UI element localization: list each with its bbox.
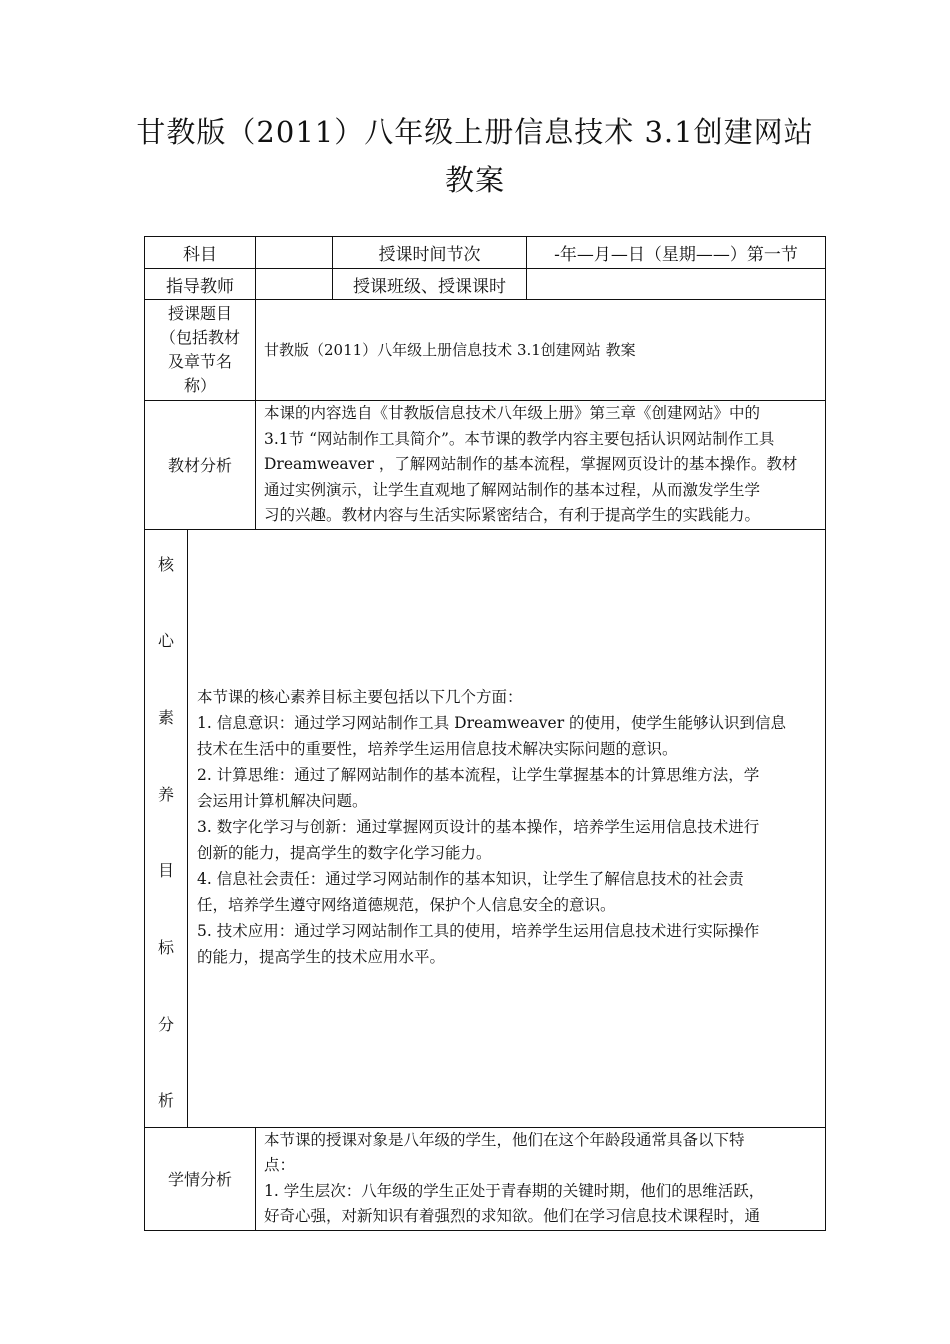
students-line: 本节课的授课对象是八年级的学生，他们在这个年龄段通常具备以下特	[264, 1130, 745, 1149]
core-line: 技术在生活中的重要性，培养学生运用信息技术解决实际问题的意识。	[197, 739, 678, 758]
material-line: 本课的内容选自《甘教版信息技术八年级上册》第三章《创建网站》中的	[264, 404, 761, 422]
lesson-plan-table	[144, 236, 826, 1231]
table-row	[145, 401, 826, 530]
students-text	[256, 1127, 826, 1230]
students-label: 学情分析	[145, 1127, 256, 1230]
core-line: 3. 数字化学习与创新：通过掌握网页设计的基本操作，培养学生运用信息技术进行	[197, 817, 760, 836]
topic-label	[145, 300, 256, 401]
document-title	[0, 108, 950, 204]
core-line: 的能力，提高学生的技术应用水平。	[197, 947, 446, 966]
teacher-value	[256, 269, 333, 300]
subject-label: 科目	[145, 237, 256, 269]
class-value	[527, 269, 826, 300]
table-row	[145, 300, 826, 401]
material-text	[256, 401, 826, 530]
table-row	[145, 237, 826, 269]
core-label-char: 目	[157, 861, 174, 881]
material-line: Dreamweaver ，了解网站制作的基本流程，掌握网页设计的基本操作。教材	[264, 455, 798, 473]
time-label: 授课时间节次	[333, 237, 527, 269]
core-text	[188, 529, 826, 1127]
core-label	[145, 529, 188, 1127]
core-line: 任，培养学生遵守网络道德规范，保护个人信息安全的意识。	[197, 895, 616, 914]
core-label-char: 素	[157, 707, 174, 727]
topic-label-line: （包括教材	[159, 328, 240, 347]
core-label-char: 析	[157, 1091, 174, 1111]
core-label-char: 养	[157, 784, 174, 804]
core-label-char: 分	[157, 1014, 174, 1034]
table-row	[145, 1127, 826, 1230]
core-label-char: 心	[157, 631, 174, 651]
title-line-2: 教案	[444, 163, 505, 197]
title-line-1: 甘教版（2011）八年级上册信息技术 3.1创建网站	[136, 115, 814, 149]
core-line: 1. 信息意识：通过学习网站制作工具 Dreamweaver 的使用，使学生能够认识到信息	[197, 713, 787, 732]
material-label: 教材分析	[145, 401, 256, 530]
table-row	[145, 269, 826, 300]
core-line: 本节课的核心素养目标主要包括以下几个方面：	[197, 687, 523, 706]
core-line: 2. 计算思维：通过了解网站制作的基本流程，让学生掌握基本的计算思维方法，学	[197, 765, 760, 784]
topic-label-line: 称）	[183, 376, 216, 395]
material-line: 3.1节 “网站制作工具简介”。本节课的教学内容主要包括认识网站制作工具	[264, 429, 775, 448]
students-line: 点：	[264, 1156, 296, 1174]
subject-value	[256, 237, 333, 269]
topic-value: 甘教版（2011）八年级上册信息技术 3.1创建网站 教案	[256, 300, 826, 401]
table-row	[145, 529, 826, 1127]
core-line: 创新的能力，提高学生的数字化学习能力。	[197, 843, 492, 862]
topic-label-line: 及章节名	[167, 352, 232, 371]
core-label-char: 标	[157, 938, 174, 958]
students-line: 1. 学生层次：八年级的学生正处于青春期的关键时期，他们的思维活跃，	[264, 1181, 765, 1200]
core-line: 会运用计算机解决问题。	[197, 791, 368, 810]
topic-label-line: 授课题目	[167, 304, 232, 323]
core-line: 4. 信息社会责任：通过学习网站制作的基本知识，让学生了解信息技术的社会责	[197, 869, 744, 888]
students-line: 好奇心强，对新知识有着强烈的求知欲。他们在学习信息技术课程时，通	[264, 1207, 761, 1225]
core-line: 5. 技术应用：通过学习网站制作工具的使用，培养学生运用信息技术进行实际操作	[197, 921, 760, 940]
time-value: -年—月—日（星期——）第一节	[527, 237, 826, 269]
core-label-char: 核	[157, 554, 174, 574]
class-label: 授课班级、授课课时	[333, 269, 527, 300]
material-line: 通过实例演示，让学生直观地了解网站制作的基本过程，从而激发学生学	[264, 480, 761, 499]
teacher-label: 指导教师	[145, 269, 256, 300]
material-line: 习的兴趣。教材内容与生活实际紧密结合，有利于提高学生的实践能力。	[264, 506, 761, 524]
